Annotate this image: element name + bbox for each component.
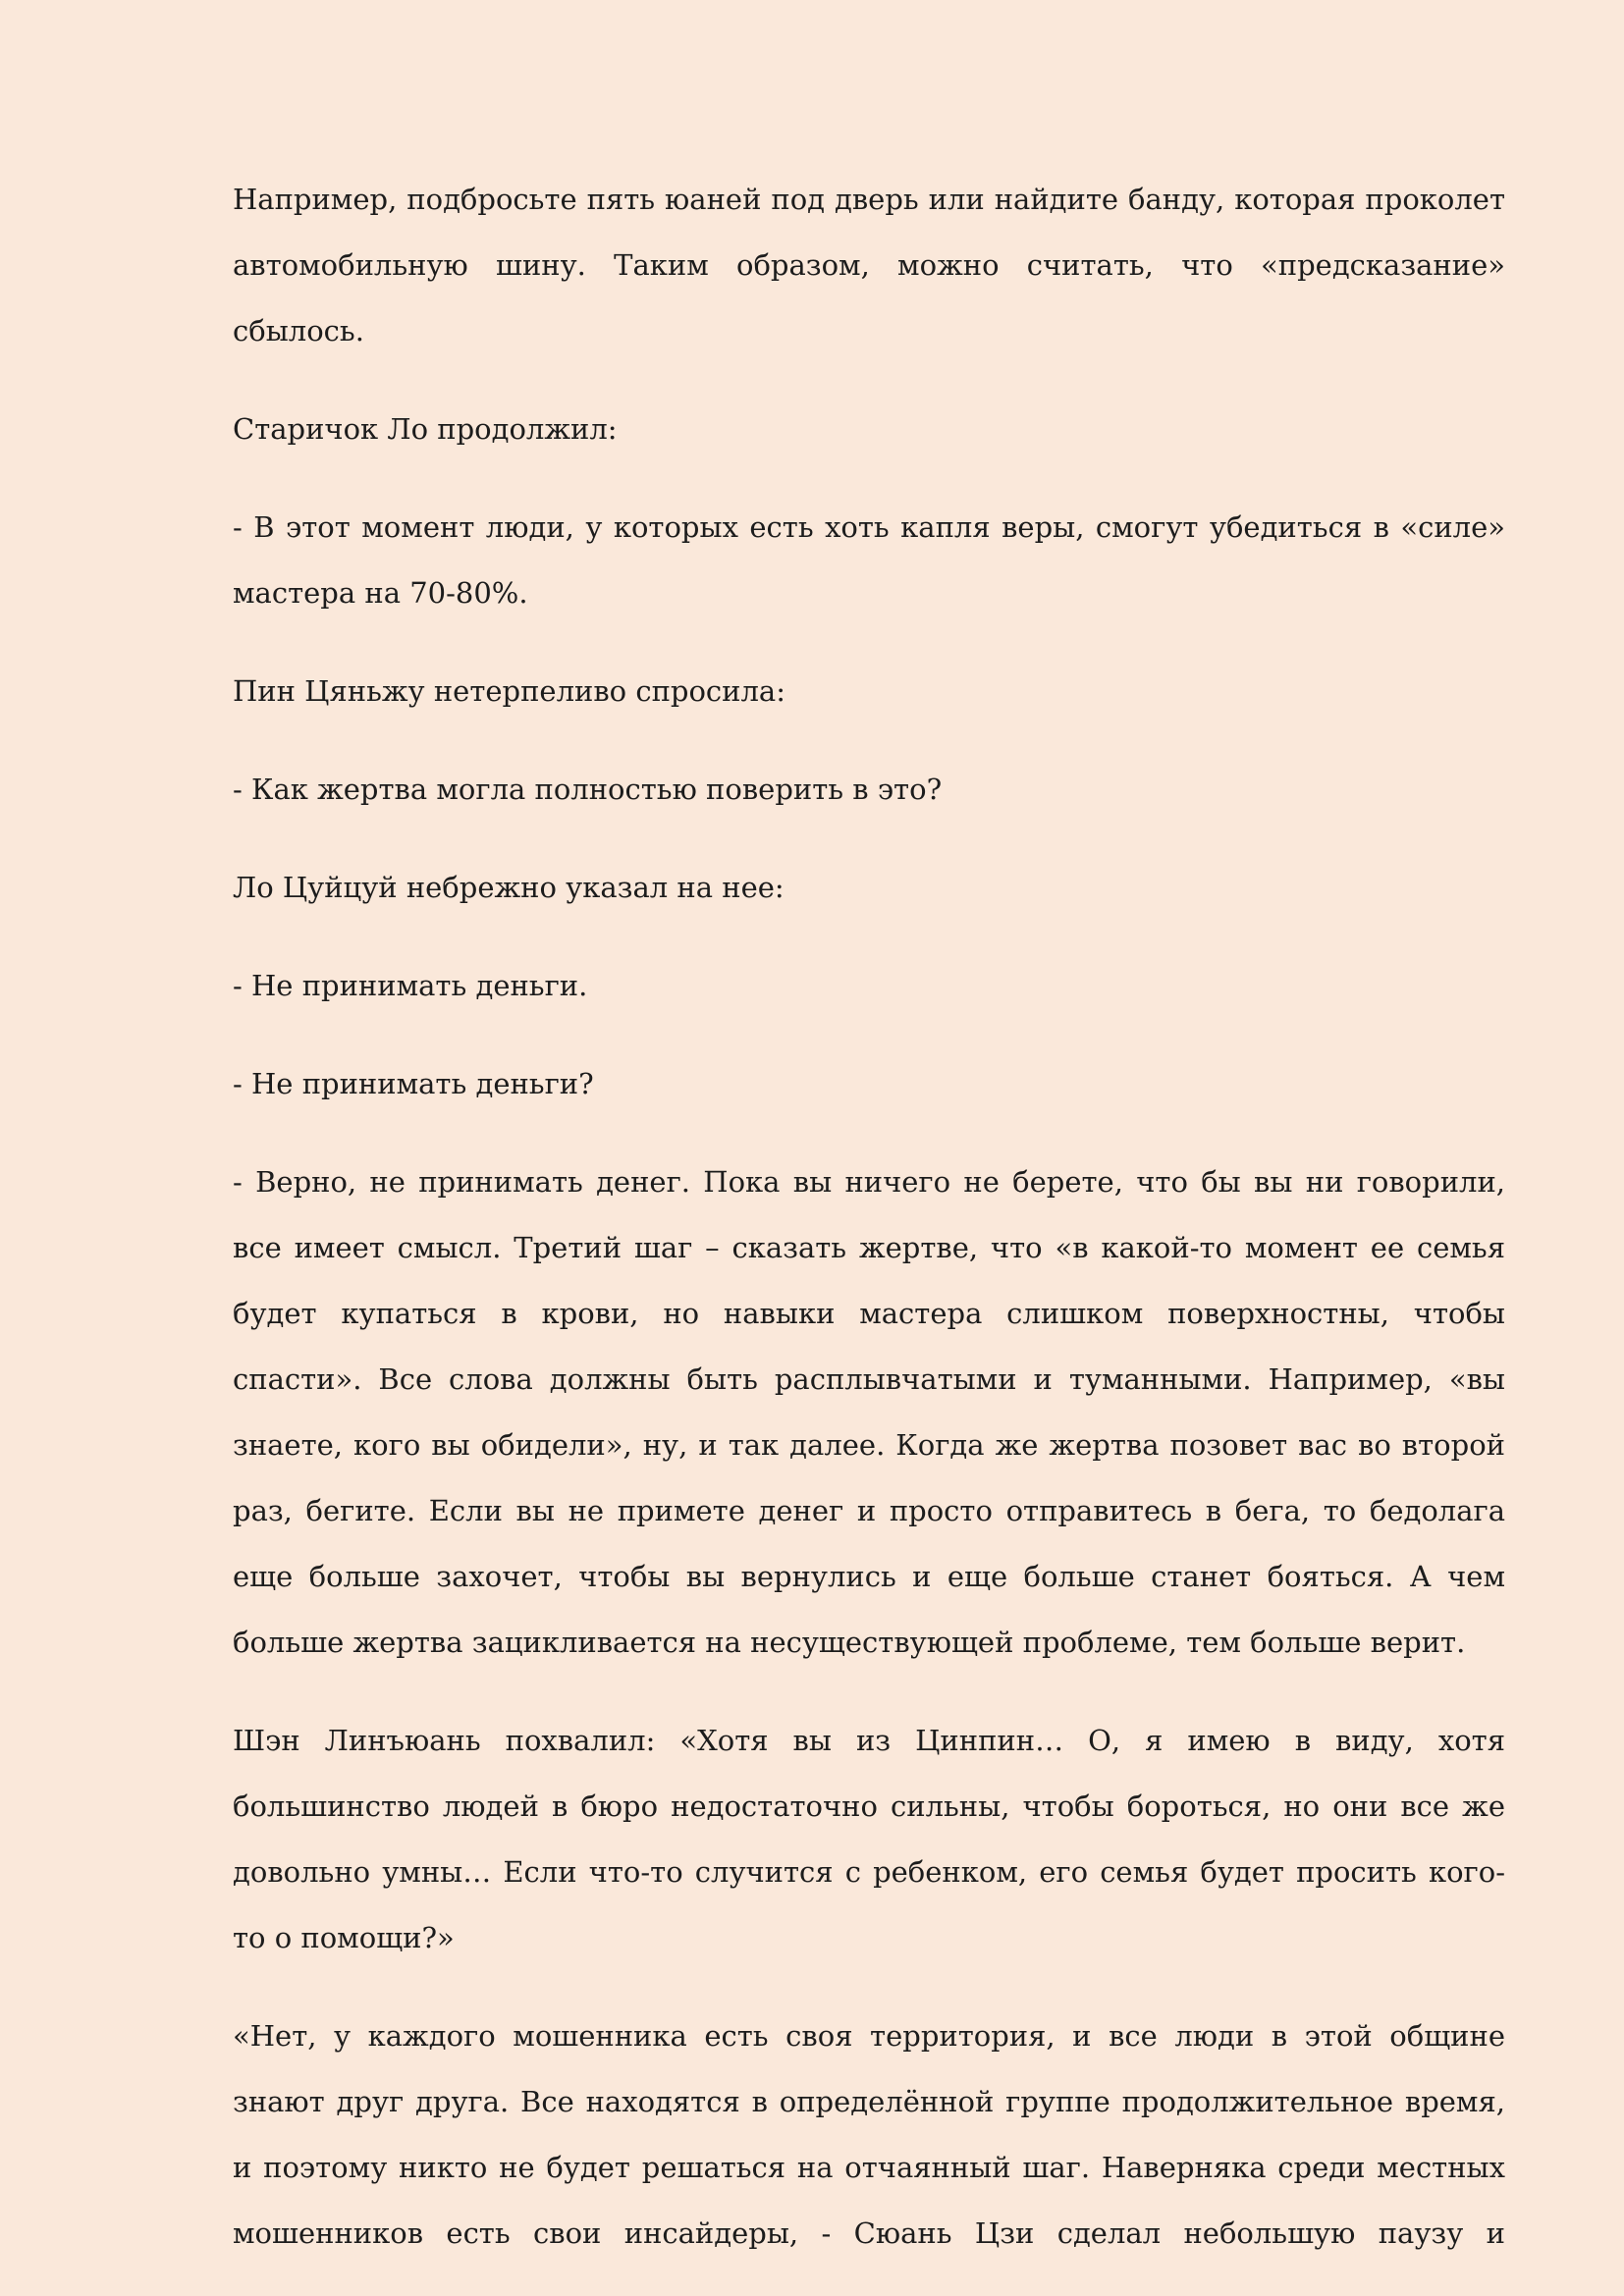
paragraph-3: - В этот момент люди, у которых есть хоть капля веры, смогут убедиться в «силе» мастера на 70-80%. — [233, 510, 1505, 610]
paragraph-2: Старичок Ло продолжил: — [233, 412, 618, 446]
page-body — [233, 167, 1505, 2267]
paragraph-11: «Нет, у каждого мошенника есть своя территория, и все люди в этой общине знают друг друга. Все находятся в определённой группе продолжительное время, и поэтому никто не будет решаться на отчаянный шаг. Наверняка среди местных мошенников есть свои инсайдеры, - Сюань Цзи сделал небольшую паузу и — [233, 2019, 1505, 2250]
paragraph-8: - Не принимать деньги? — [233, 1067, 594, 1100]
paragraph-10: Шэн Линъюань похвалил: «Хотя вы из Цинпин… О, я имею в виду, хотя большинство людей в бюро недостаточно сильны, чтобы бороться, но они все же довольно умны… Если что-то случится с ребенком, его семья будет просить кого-то о помощи?» — [233, 1724, 1505, 1954]
paragraph-4: Пин Цяньжу нетерпеливо спросила: — [233, 674, 785, 708]
paragraph-1: Например, подбросьте пять юаней под дверь или найдите банду, которая проколет автомобильную шину. Таким образом, можно считать, что «предсказание» сбылось. — [233, 183, 1505, 347]
paragraph-9: - Верно, не принимать денег. Пока вы ничего не берете, что бы вы ни говорили, все имеет смысл. Третий шаг – сказать жертве, что «в какой-то момент ее семья будет купаться в крови, но навыки мастера слишком поверхностны, чтобы спасти». Все слова должны быть расплывчатыми и туманными. Например, «вы знаете, кого вы обидели», ну, и так далее. Когда же жертва позовет вас во второй раз, бегите. Если вы не примете денег и просто отправитесь в бега, то бедолага еще больше захочет, чтобы вы вернулись и еще больше станет бояться. А чем больше жертва зацикливается на несуществующей проблеме, тем больше верит. — [233, 1165, 1505, 1659]
paragraph-7: - Не принимать деньги. — [233, 969, 588, 1002]
paragraph-5: - Как жертва могла полностью поверить в это? — [233, 773, 943, 806]
paragraph-6: Ло Цуйцуй небрежно указал на нее: — [233, 871, 785, 904]
